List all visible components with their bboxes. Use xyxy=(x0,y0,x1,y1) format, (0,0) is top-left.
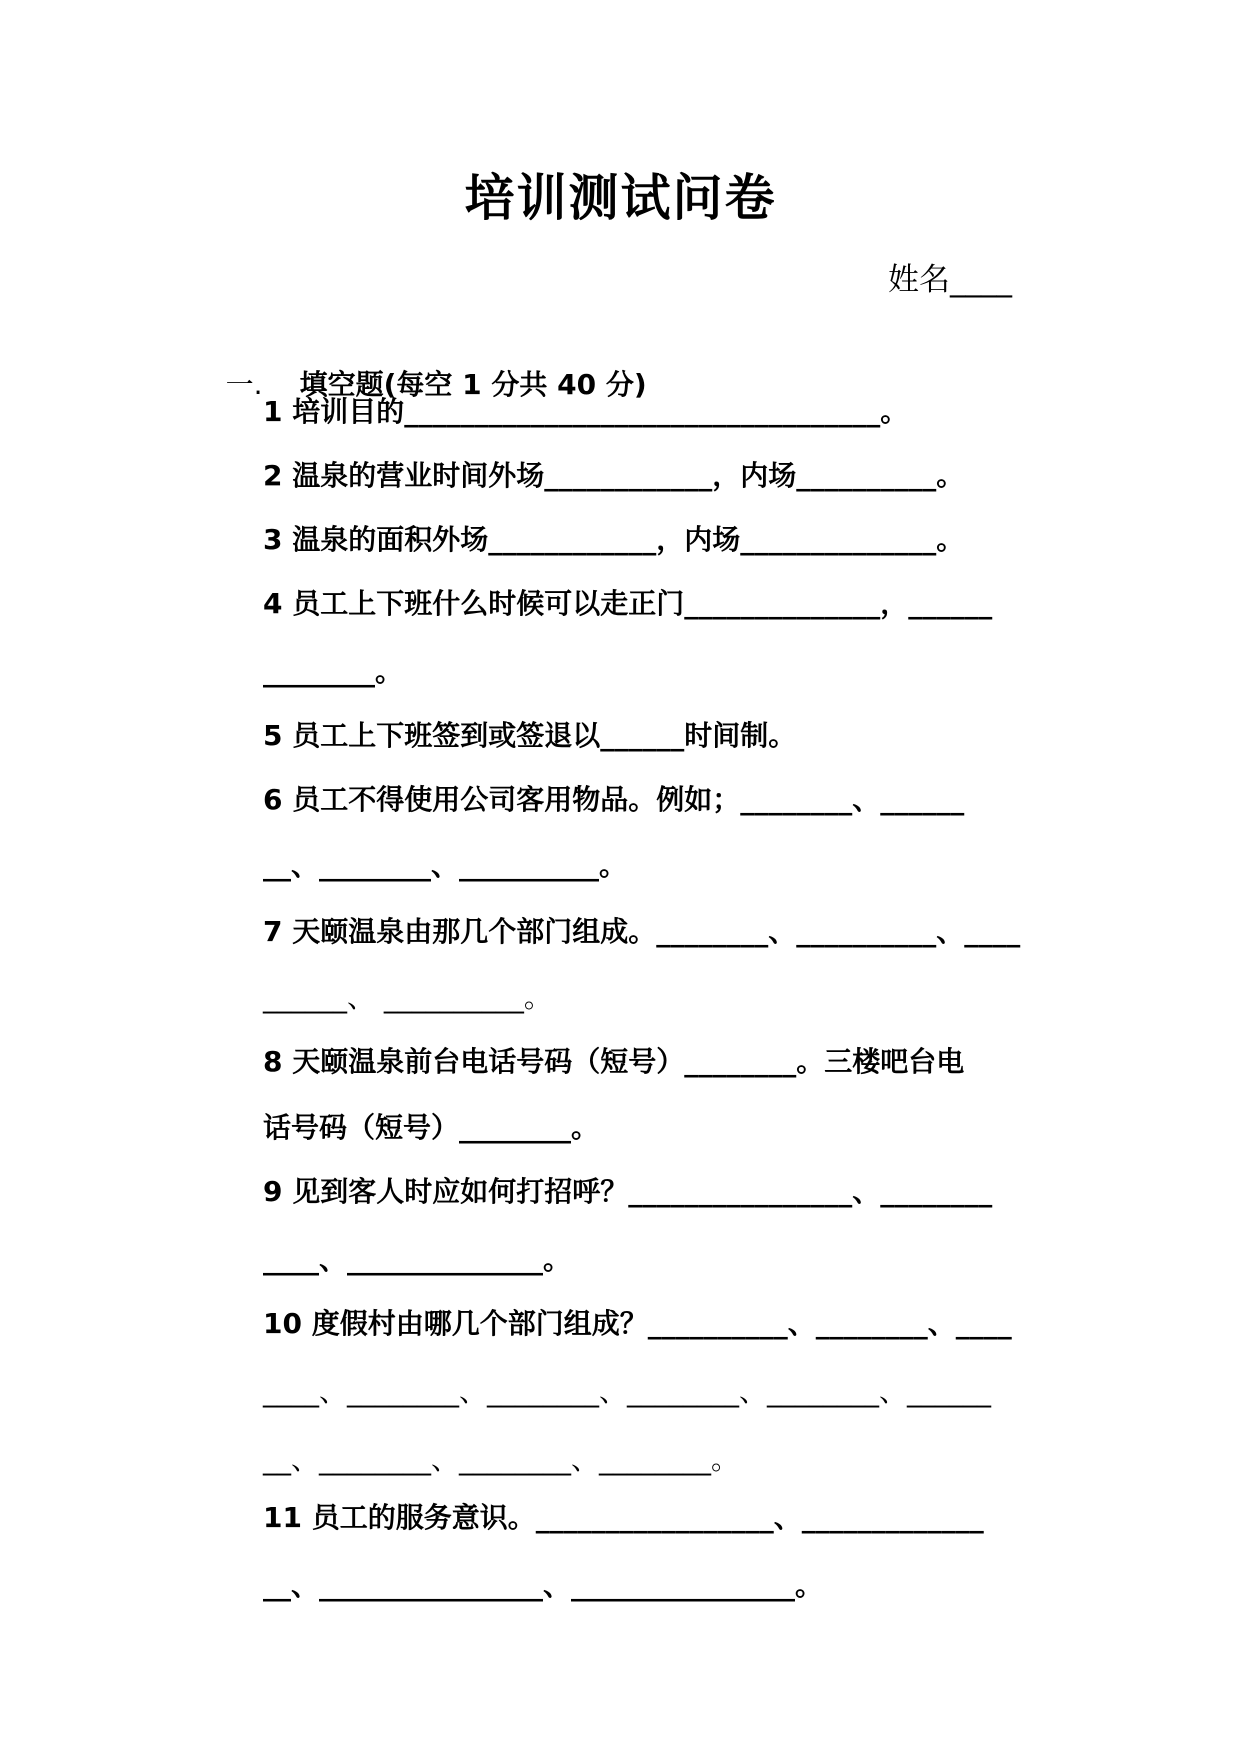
question-line-9-cont: ____、______________。 xyxy=(263,1243,572,1276)
question-line-6-cont: __、________、__________。 xyxy=(263,849,628,882)
question-line-4-cont: ________。 xyxy=(263,655,404,688)
question-line-4: 4 员工上下班什么时候可以走正门______________，______ xyxy=(263,587,993,620)
question-line-11-cont: __、________________、________________。 xyxy=(263,1569,824,1602)
question-line-2: 2 温泉的营业时间外场____________，内场__________。 xyxy=(263,459,965,492)
section-title: 填空题(每空 1 分共 40 分) xyxy=(299,368,647,401)
page-title: 培训测试问卷 xyxy=(464,168,777,227)
question-line-10: 10 度假村由哪几个部门组成？__________、________、____ xyxy=(263,1307,1012,1340)
question-line-10-cont-2: __、________、________、________。 xyxy=(263,1443,740,1476)
question-line-5: 5 员工上下班签到或签退以______时间制。 xyxy=(263,719,797,752)
question-line-11: 11 员工的服务意识。_________________、_____________ xyxy=(263,1501,984,1534)
question-line-8: 8 天颐温泉前台电话号码（短号）________。三楼吧台电 xyxy=(263,1045,965,1078)
question-line-3: 3 温泉的面积外场____________，内场______________。 xyxy=(263,523,965,556)
question-line-7: 7 天颐温泉由那几个部门组成。________、__________、____ xyxy=(263,915,1021,948)
question-line-7-cont: ______、 __________。 xyxy=(263,981,552,1014)
question-line-1: 1 培训目的__________________________________。 xyxy=(263,395,909,428)
question-line-6: 6 员工不得使用公司客用物品。例如；________、______ xyxy=(263,783,965,816)
question-line-9: 9 见到客人时应如何打招呼？________________、________ xyxy=(263,1175,993,1208)
section-number: 一. xyxy=(225,368,263,401)
question-line-8-cont: 话号码（短号）________。 xyxy=(263,1111,600,1144)
name-field: 姓名____ xyxy=(888,262,1012,298)
question-line-10-cont-1: ____、________、________、________、________、______ xyxy=(263,1375,992,1408)
